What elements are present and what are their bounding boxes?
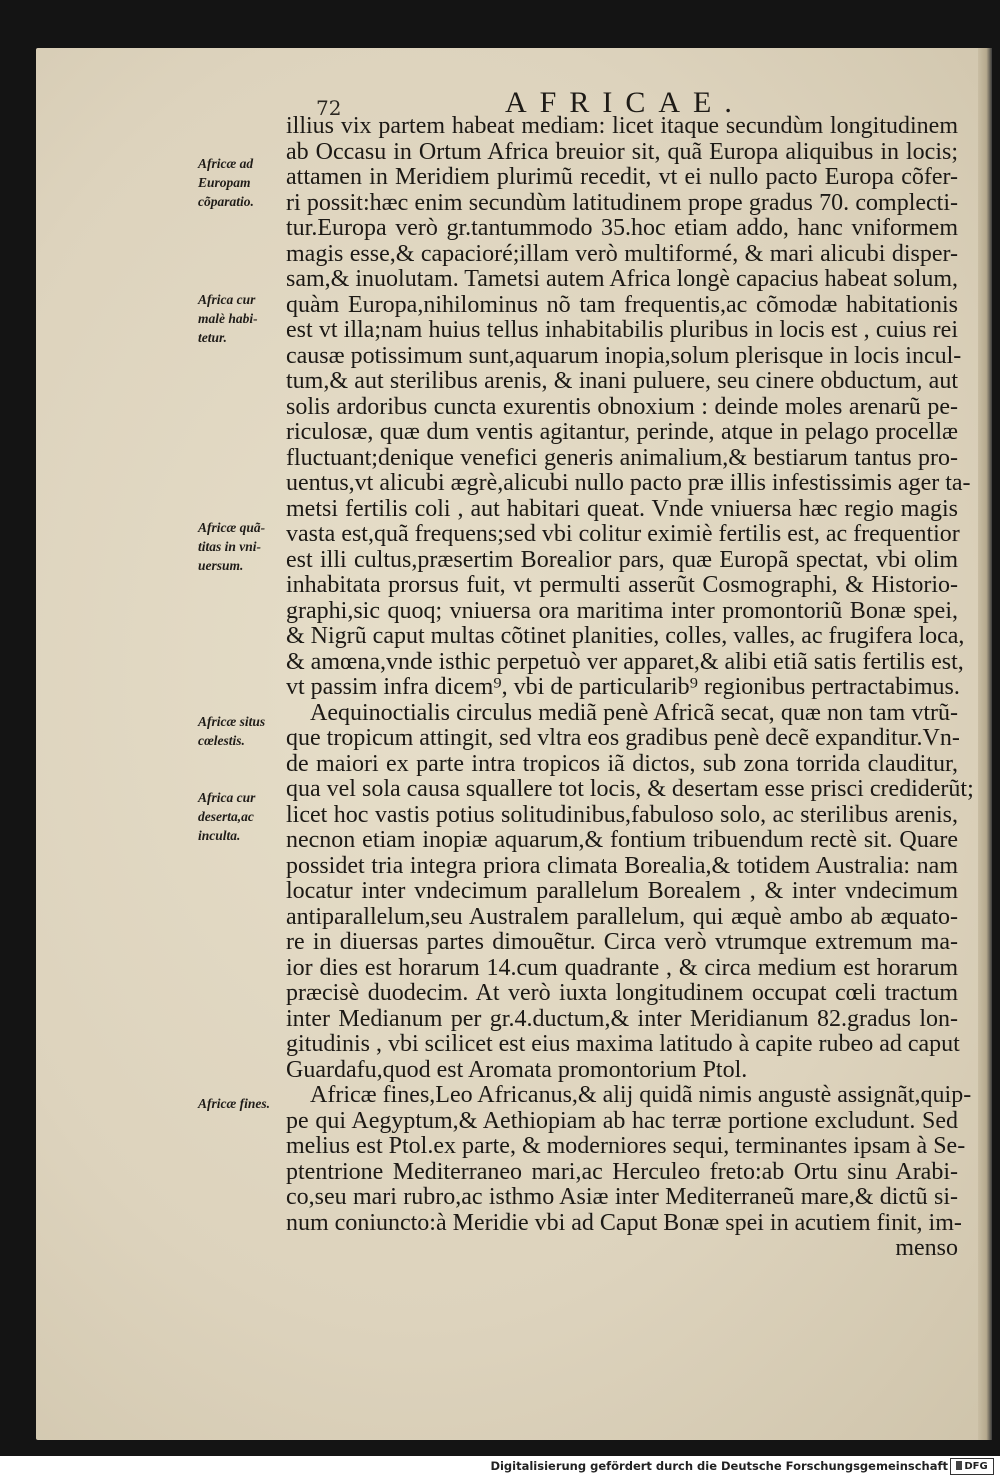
margin-note — [198, 1094, 286, 1113]
margin-note-line: cõparatio. — [198, 194, 254, 209]
margin-note-line: cœlestis. — [198, 733, 245, 748]
body-text — [286, 113, 974, 1262]
text-line: re in diuersas partes dimouẽtur. Circa verò vtrumque extremum ma- — [286, 929, 958, 955]
text-line: antiparallelum,seu Australem parallelum, qui æquè ambo ab æquato- — [286, 903, 958, 930]
text-line: inter Medianum per gr.4.ductum,& inter Meridianum 82.gradus lon- — [286, 1005, 958, 1032]
margin-note-line: uersum. — [198, 558, 244, 573]
text-line: vt passim infra dicem⁹, vbi de particularib⁹ regionibus pertractabimus. — [286, 674, 960, 700]
page-edge — [978, 48, 992, 1440]
margin-note-line: Africæ fines. — [198, 1096, 270, 1111]
text-line: graphi,sic quoq; vniuersa ora maritima inter promontoriũ Bonæ spei, — [286, 597, 958, 624]
margin-note-line: Africa cur — [198, 790, 256, 805]
dfg-mark-icon — [956, 1461, 962, 1470]
text-line: fluctuant;denique venefici generis animalium,& bestiarum tantus pro- — [286, 444, 958, 471]
margin-note-line: deserta,ac — [198, 809, 254, 824]
margin-note-line: Africa cur — [198, 292, 256, 307]
text-line: qua vel sola causa squallere tot locis, & desertam esse prisci crediderũt; — [286, 776, 974, 802]
text-line: præcisè duodecim. At verò iuxta longitudinem occupat cœli tractum — [286, 980, 958, 1006]
text-line: est vt illa;nam huius tellus inhabitabilis pluribus in locis est , cuius rei — [286, 317, 958, 343]
text-line: quàm Europa,nihilominus nõ tam frequentis,ac cõmodæ habitationis — [286, 291, 958, 318]
margin-note — [198, 154, 286, 211]
text-line: de maiori ex parte intra tropicos iã dictos, sub zona torrida clauditur, — [286, 750, 958, 777]
text-line: possidet tria integra priora climata Borealia,& totidem Australia: nam — [286, 852, 958, 879]
footer-bar — [0, 1456, 1000, 1476]
text-line: inhabitata prorsus fuit, vt permulti asserũt Cosmographi, & Historio- — [286, 572, 958, 598]
text-line: & amœna,vnde isthic perpetuò ver apparet,& alibi etiã satis fertilis est, — [286, 648, 964, 675]
text-line: num coniuncto:à Meridie vbi ad Caput Bonæ spei in acutiem finit, im- — [286, 1209, 962, 1236]
text-line: est illi cultus,præsertim Borealior pars, quæ Europã spectat, vbi olim — [286, 546, 958, 573]
margin-note-line: Africæ quã- — [198, 520, 266, 535]
text-line: necnon etiam inopiæ aquarum,& fontium tribuendum rectè sit. Quare — [286, 827, 958, 853]
dfg-logo-text: DFG — [964, 1461, 988, 1472]
margin-note-line: titas in vni- — [198, 539, 262, 554]
text-line: solis ardoribus cuncta exurentis obnoxium : deinde moles arenarũ pe- — [286, 393, 958, 420]
text-line: sam,& inuolutam. Tametsi autem Africa longè capacius habeat solum, — [286, 266, 958, 292]
text-line: melius est Ptol.ex parte, & moderniores sequi, terminantes ipsam à Se- — [286, 1133, 966, 1159]
margin-note — [198, 788, 286, 845]
text-line: uentus,vt alicubi ægrè,alicubi nullo pacto præ illis infestissimis ager ta- — [286, 470, 971, 496]
text-line: que tropicum attingit, sed vltra eos gradibus penè decẽ expanditur.Vn- — [286, 725, 960, 751]
page-number: 72 — [316, 96, 342, 120]
text-line: riculosæ, quæ dum ventis agitantur, perinde, atque in pelago procellæ — [286, 419, 958, 445]
text-line: Guardafu,quod est Aromata promontorium Ptol. — [286, 1056, 748, 1083]
margin-note-line: Africæ situs — [198, 714, 266, 729]
margin-note — [198, 290, 286, 347]
text-line: locatur inter vndecimum parallelum Borealem , & inter vndecimum — [286, 878, 958, 904]
text-line: tum,& aut sterilibus arenis, & inani puluere, seu cinere obductum, aut — [286, 368, 958, 394]
text-line: menso — [895, 1235, 958, 1261]
text-line: Africæ fines,Leo Africanus,& alij quidã nimis angustè assignãt,quip- — [310, 1082, 972, 1108]
text-line: co,seu mari rubro,ac isthmo Asiæ inter Mediterraneũ mare,& dictũ si- — [286, 1184, 958, 1210]
text-line: tur.Europa verò gr.tantummodo 35.hoc etiam addo, hanc vniformem — [286, 215, 958, 241]
text-line: ab Occasu in Ortum Africa breuior sit, quã Europa aliquibus in locis; — [286, 138, 958, 165]
running-head: AFRICAE. — [505, 86, 745, 119]
text-line: pe qui Aegyptum,& Aethiopiam ab hac terræ portione excludunt. Sed — [286, 1107, 958, 1134]
margin-note — [198, 518, 286, 575]
margin-note-line: tetur. — [198, 330, 227, 345]
text-line: ptentrione Mediterraneo mari,ac Herculeo freto:ab Ortu sinu Arabi- — [286, 1158, 958, 1185]
text-line: illius vix partem habeat mediam: licet itaque secundùm longitudinem — [286, 113, 958, 139]
footer-credit: Digitalisierung gefördert durch die Deutsche Forschungsgemeinschaft — [490, 1459, 948, 1473]
text-line: causæ potissimum sunt,aquarum inopia,solum plerisque in locis incul- — [286, 342, 962, 369]
margin-note-line: malè habi- — [198, 311, 258, 326]
margin-note — [198, 712, 286, 750]
text-line: vasta est,quã frequens;sed vbi colitur eximiè fertilis est, ac frequentior — [286, 521, 960, 547]
text-line: gitudinis , vbi scilicet est eius maxima latitudo à capite rubeo ad caput — [286, 1031, 960, 1057]
margin-note-line: inculta. — [198, 828, 241, 843]
text-line: Aequinoctialis circulus mediã penè Africã secat, quæ non tam vtrũ- — [310, 699, 958, 726]
dfg-logo — [950, 1458, 994, 1475]
text-line: ior dies est horarum 14.cum quadrante , & circa medium est horarum — [286, 954, 958, 981]
margin-note-line: Europam — [198, 175, 251, 190]
text-line: licet hoc vastis potius solitudinibus,fabuloso solo, ac sterilibus arenis, — [286, 801, 958, 828]
text-line: metsi fertilis coli , aut habitari queat. Vnde vniuersa hæc regio magis — [286, 495, 958, 522]
text-line: attamen in Meridiem plurimũ recedit, vt ei nullo pacto Europa cõfer- — [286, 164, 958, 190]
margin-note-line: Africæ ad — [198, 156, 254, 171]
text-line: ri possit:hæc enim secundùm latitudinem prope gradus 70. complecti- — [286, 189, 958, 216]
text-line: & Nigrũ caput multas cõtinet planities, colles, valles, ac frugifera loca, — [286, 623, 965, 649]
text-line: magis esse,& capacioré;illam verò multiformé, & mari alicubi disper- — [286, 240, 958, 267]
